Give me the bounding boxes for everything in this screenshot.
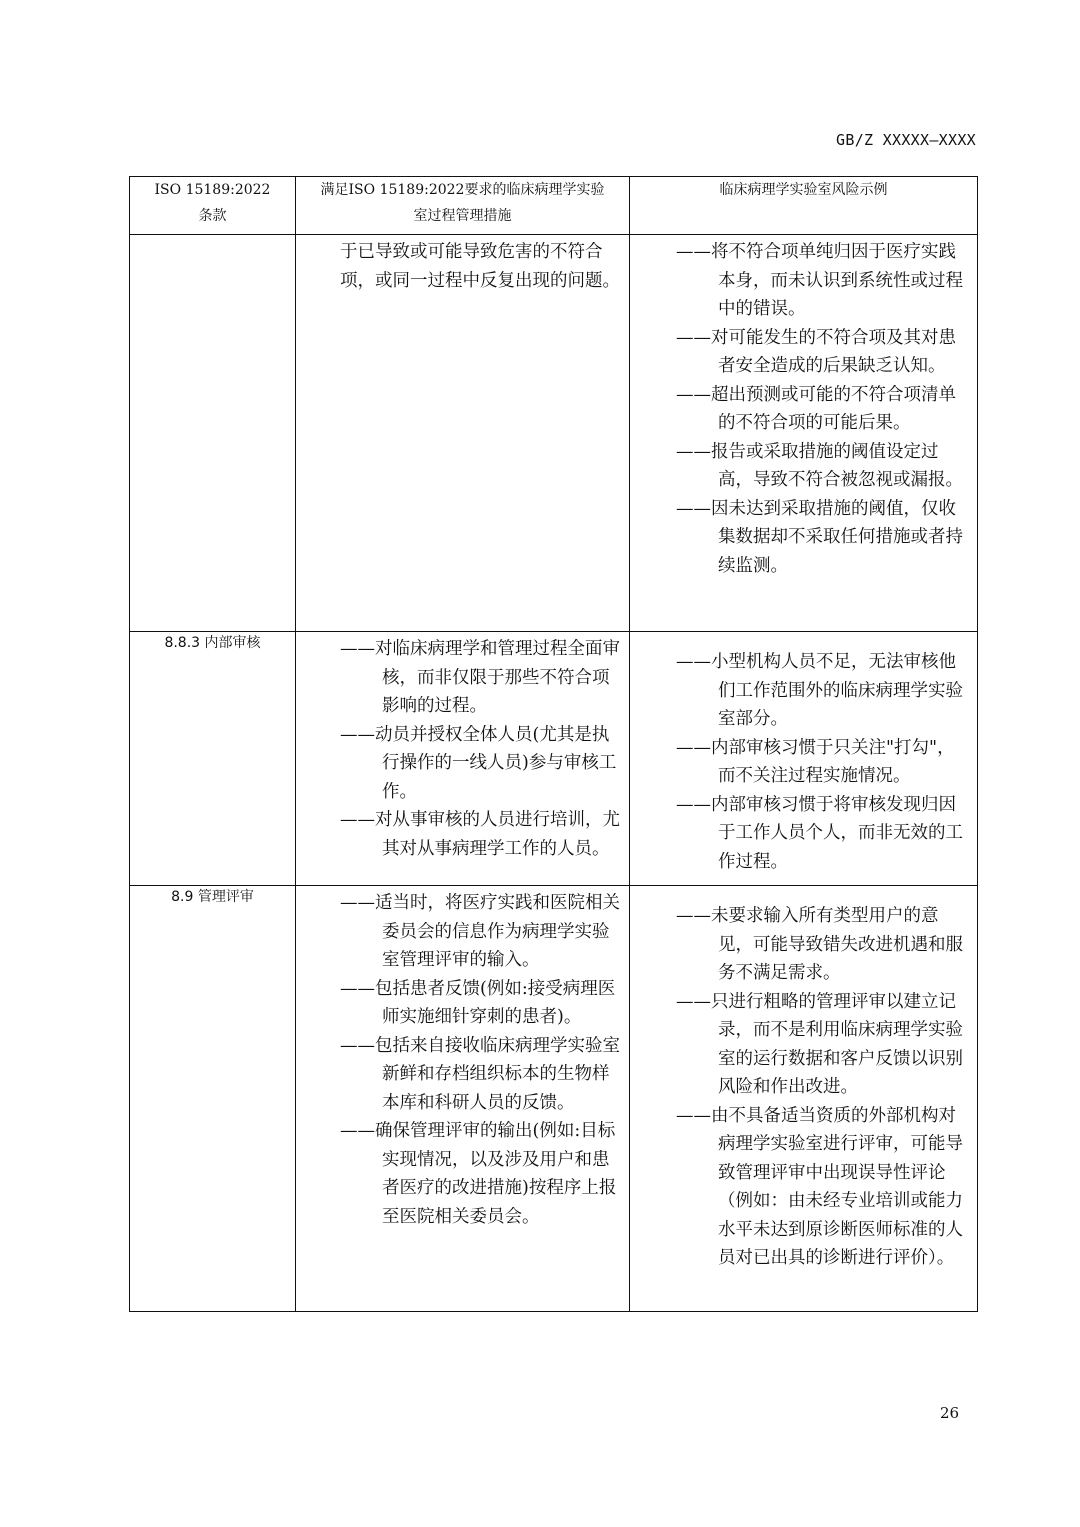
- measure-item: ——包括患者反馈(例如:接受病理医师实施细针穿刺的患者)。: [340, 978, 616, 1027]
- measure-item: 于已导致或可能导致危害的不符合项，或同一过程中反复出现的问题。: [340, 242, 620, 291]
- header-measures-line1: 满足ISO 15189:2022要求的临床病理学实验: [320, 182, 605, 198]
- measures-cell: [296, 632, 630, 886]
- table-header-row: [130, 177, 978, 235]
- risk-item: ——小型机构人员不足，无法审核他们工作范围外的临床病理学实验室部分。: [676, 652, 963, 729]
- measures-cell: [296, 235, 630, 632]
- risk-item: ——未要求输入所有类型用户的意见，可能导致错失改进机遇和服务不满足需求。: [676, 906, 963, 983]
- header-clause-line2: 条款: [198, 208, 227, 224]
- page-number: 26: [940, 1404, 960, 1422]
- risk-item: ——只进行粗略的管理评审以建立记录，而不是利用临床病理学实验室的运行数据和客户反馈以识别风险和作出改进。: [676, 991, 963, 1097]
- measure-item: ——适当时，将医疗实践和医院相关委员会的信息作为病理学实验室管理评审的输入。: [340, 893, 620, 970]
- table-row: [130, 632, 978, 886]
- document-code: GB/Z XXXXX—XXXX: [836, 131, 976, 149]
- header-clause-line1: ISO 15189:2022: [154, 182, 271, 198]
- measures-cell: [296, 886, 630, 1312]
- risk-item: ——内部审核习惯于将审核发现归因于工作人员个人，而非无效的工作过程。: [676, 794, 963, 872]
- measure-item: ——确保管理评审的输出(例如:目标实现情况，以及涉及用户和患者医疗的改进措施)按程序上报至医院相关委员会。: [340, 1121, 617, 1227]
- clause-cell: [130, 886, 296, 1312]
- clause-cell: [130, 235, 296, 632]
- clause-label: 8.9 管理评审: [171, 889, 254, 905]
- table-row: [130, 235, 978, 632]
- risk-table: [129, 176, 978, 1312]
- header-measures: [296, 177, 630, 235]
- risks-cell: [630, 632, 978, 886]
- measure-item: ——对从事审核的人员进行培训，尤其对从事病理学工作的人员。: [340, 810, 620, 859]
- risk-item: ——由不具备适当资质的外部机构对病理学实验室进行评审，可能导致管理评审中出现误导性评论（例如：由未经专业培训或能力水平未达到原诊断医师标准的人员对已出具的诊断进行评价）。: [676, 1105, 963, 1268]
- risk-item: ——内部审核习惯于只关注"打勾"，而不关注过程实施情况。: [676, 737, 955, 786]
- header-risks: [630, 177, 978, 235]
- clause-label: 8.8.3 内部审核: [164, 635, 261, 651]
- header-measures-line2: 室过程管理措施: [413, 208, 512, 224]
- risk-item: ——因未达到采取措施的阈值，仅收集数据却不采取任何措施或者持续监测。: [676, 498, 963, 576]
- header-risks-label: 临床病理学实验室风险示例: [719, 182, 888, 198]
- risk-item: ——超出预测或可能的不符合项清单的不符合项的可能后果。: [676, 384, 956, 433]
- risks-cell: [630, 886, 978, 1312]
- risk-item: ——将不符合项单纯归因于医疗实践本身，而未认识到系统性或过程中的错误。: [676, 242, 963, 319]
- measure-item: ——对临床病理学和管理过程全面审核，而非仅限于那些不符合项影响的过程。: [340, 639, 620, 716]
- measure-item: ——包括来自接收临床病理学实验室新鲜和存档组织标本的生物样本库和科研人员的反馈。: [340, 1035, 620, 1113]
- table-row: [130, 886, 978, 1312]
- header-clause: [130, 177, 296, 235]
- risk-item: ——报告或采取措施的阈值设定过高，导致不符合被忽视或漏报。: [676, 441, 963, 490]
- risks-cell: [630, 235, 978, 632]
- clause-cell: [130, 632, 296, 886]
- measure-item: ——动员并授权全体人员(尤其是执行操作的一线人员)参与审核工作。: [340, 724, 617, 802]
- risk-item: ——对可能发生的不符合项及其对患者安全造成的后果缺乏认知。: [676, 327, 956, 376]
